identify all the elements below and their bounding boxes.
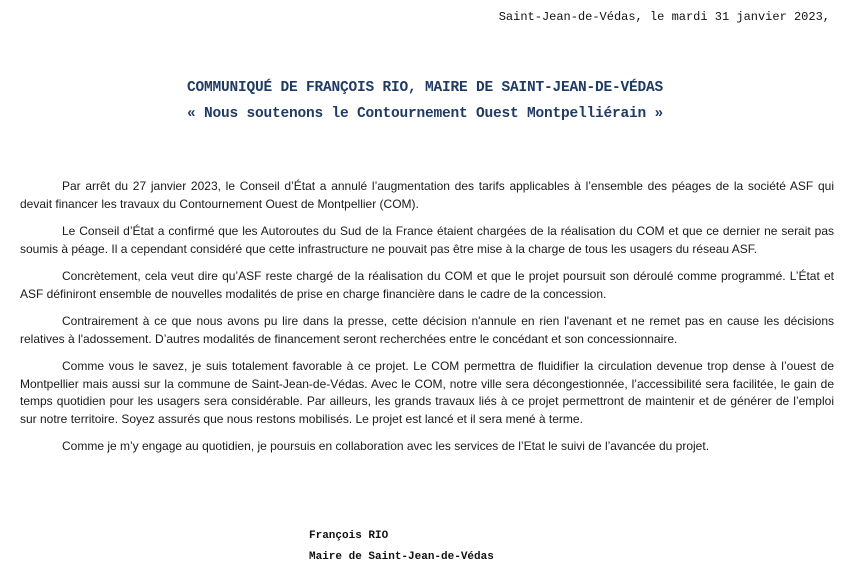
paragraph-2: Le Conseil d’État a confirmé que les Autoroutes du Sud de la France étaient chargées de la réalisation du COM et que ce dernier ne serait pas soumis à péage. Il a cependant considéré que cette infrastructure ne pouvait pas être mise à la charge de tous les usagers du réseau ASF.	[20, 224, 834, 256]
signature-name: François RIO	[309, 530, 389, 542]
paragraph-3: Concrètement, cela veut dire qu’ASF reste chargé de la réalisation du COM et que le projet poursuit son déroulé comme programmé. L’État et ASF définiront ensemble de nouvelles modalités de prise en charge financière dans le cadre de la concession.	[20, 269, 834, 301]
press-release-title: COMMUNIQUÉ DE FRANÇOIS RIO, MAIRE DE SAINT-JEAN-DE-VÉDAS	[186, 80, 664, 96]
dateline: Saint-Jean-de-Védas, le mardi 31 janvier 2023,	[498, 10, 830, 24]
signature-role: Maire de Saint-Jean-de-Védas	[309, 551, 494, 563]
paragraph-5: Comme vous le savez, je suis totalement favorable à ce projet. Le COM permettra de fluidifier la circulation devenue trop dense à l’ouest de Montpellier mais aussi sur la commune de Saint-Jean-de-Védas. Avec le COM, notre ville sera décongestionnée, l’accessibilité sera facilitée, le gain de temps quotidien pour les usagers sera considérable. Par ailleurs, les grands travaux liés à ce projet permettront de maintenir et de générer de l’emploi sur notre territoire. Soyez assurés que nous restons mobilisés. Le projet est lancé et il sera mené à terme.	[20, 359, 834, 426]
paragraph-1: Par arrêt du 27 janvier 2023, le Conseil d’État a annulé l’augmentation des tarifs applicables à l’ensemble des péages de la société ASF qui devait financer les travaux du Contournement Ouest de Montpellier (COM).	[20, 179, 834, 211]
paragraph-4: Contrairement à ce que nous avons pu lire dans la presse, cette décision n'annule en rien l'avenant et ne remet pas en cause les décisions relatives à l'adossement. D’autres modalités de financement seront recherchées entre le concédant et son concessionnaire.	[20, 314, 834, 346]
press-release-subtitle: « Nous soutenons le Contournement Ouest Montpelliérain »	[186, 106, 664, 122]
signature-block	[309, 526, 494, 568]
document-body	[20, 178, 834, 466]
paragraph-6: Comme je m’y engage au quotidien, je poursuis en collaboration avec les services de l’Etat le suivi de l’avancée du projet.	[62, 439, 710, 453]
